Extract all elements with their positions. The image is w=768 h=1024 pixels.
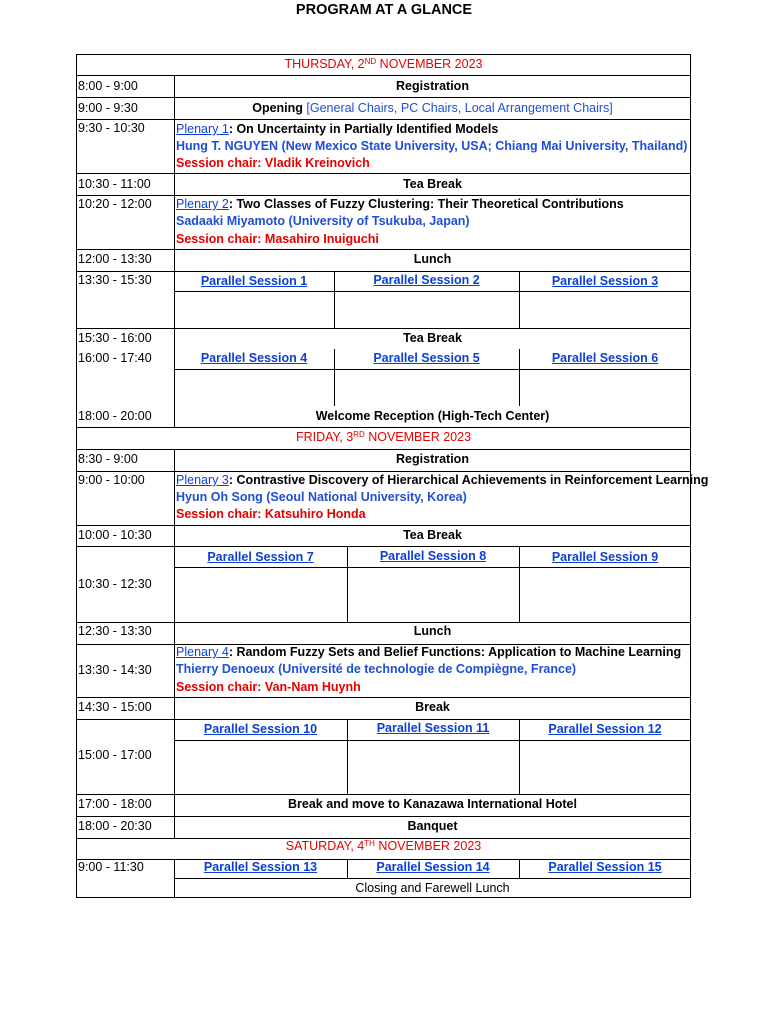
time-slot: 9:30 - 10:30 xyxy=(78,121,145,135)
plenary-2-link[interactable]: Plenary 2 xyxy=(176,197,229,211)
time-slot: 10:00 - 10:30 xyxy=(78,528,152,542)
time-slot: 16:00 - 17:40 xyxy=(78,351,152,365)
parallel-session-14-link[interactable]: Parallel Session 14 xyxy=(376,860,490,874)
time-slot: 9:00 - 9:30 xyxy=(78,101,138,115)
parallel-session-7-link[interactable]: Parallel Session 7 xyxy=(207,550,314,564)
closing-lunch: Closing and Farewell Lunch xyxy=(355,881,510,895)
time-slot: 15:30 - 16:00 xyxy=(78,331,152,345)
time-slot: 10:30 - 12:30 xyxy=(78,577,152,591)
parallel-session-3-link[interactable]: Parallel Session 3 xyxy=(551,274,659,288)
parallel-session-6-link[interactable]: Parallel Session 6 xyxy=(551,351,659,365)
time-slot: 18:00 - 20:00 xyxy=(78,409,152,423)
lunch: Lunch xyxy=(413,252,452,266)
day-header-thursday: THURSDAY, 2ND NOVEMBER 2023 xyxy=(284,57,483,71)
plenary-1-link[interactable]: Plenary 1 xyxy=(176,122,229,136)
session-chair: Session chair: Vladik Kreinovich xyxy=(176,156,370,170)
time-slot: 12:30 - 13:30 xyxy=(78,624,152,638)
break: Break xyxy=(415,700,450,714)
session-chair: Session chair: Katsuhiro Honda xyxy=(176,507,366,521)
parallel-session-13-link[interactable]: Parallel Session 13 xyxy=(203,860,318,874)
time-slot: 8:00 - 9:00 xyxy=(78,79,138,93)
plenary-speaker: Hung T. NGUYEN (New Mexico State University, USA; Chiang Mai University, Thailand) xyxy=(176,139,688,153)
time-slot: 17:00 - 18:00 xyxy=(78,797,152,811)
welcome-reception: Welcome Reception (High-Tech Center) xyxy=(315,409,550,423)
registration-friday: Registration xyxy=(396,452,469,466)
tea-break: Tea Break xyxy=(403,528,462,542)
tea-break: Tea Break xyxy=(403,331,462,345)
time-slot: 14:30 - 15:00 xyxy=(78,700,152,714)
time-slot: 12:00 - 13:30 xyxy=(78,252,152,266)
parallel-session-12-link[interactable]: Parallel Session 12 xyxy=(548,722,662,736)
parallel-session-10-link[interactable]: Parallel Session 10 xyxy=(203,722,318,736)
parallel-session-2-link[interactable]: Parallel Session 2 xyxy=(373,273,480,287)
banquet: Banquet xyxy=(407,819,458,833)
parallel-session-9-link[interactable]: Parallel Session 9 xyxy=(551,550,659,564)
time-slot: 18:00 - 20:30 xyxy=(78,819,152,833)
session-chair: Session chair: Van-Nam Huynh xyxy=(176,680,361,694)
opening-event: Opening [General Chairs, PC Chairs, Local Arrangement Chairs] xyxy=(252,101,613,115)
time-slot: 8:30 - 9:00 xyxy=(78,452,138,466)
time-slot: 9:00 - 10:00 xyxy=(78,473,145,487)
tea-break: Tea Break xyxy=(403,177,462,191)
time-slot: 9:00 - 11:30 xyxy=(78,860,144,874)
time-slot: 10:20 - 12:00 xyxy=(78,197,152,211)
break-and-move: Break and move to Kanazawa International Hotel xyxy=(288,797,577,811)
parallel-session-4-link[interactable]: Parallel Session 4 xyxy=(200,351,308,365)
plenary-speaker: Hyun Oh Song (Seoul National University, Korea) xyxy=(176,490,467,504)
plenary-4-link[interactable]: Plenary 4 xyxy=(176,645,229,659)
day-header-friday: FRIDAY, 3RD NOVEMBER 2023 xyxy=(295,430,472,444)
time-slot: 13:30 - 14:30 xyxy=(78,663,152,677)
session-chair: Session chair: Masahiro Inuiguchi xyxy=(176,232,379,246)
day-header-saturday: SATURDAY, 4TH NOVEMBER 2023 xyxy=(285,839,482,853)
parallel-session-1-link[interactable]: Parallel Session 1 xyxy=(200,274,308,288)
registration-thursday: Registration xyxy=(396,79,469,93)
time-slot: 15:00 - 17:00 xyxy=(78,748,152,762)
page-title: PROGRAM AT A GLANCE xyxy=(295,2,473,18)
time-slot: 10:30 - 11:00 xyxy=(78,177,151,191)
plenary-3-link[interactable]: Plenary 3 xyxy=(176,473,229,487)
time-slot: 13:30 - 15:30 xyxy=(78,273,152,287)
parallel-session-5-link[interactable]: Parallel Session 5 xyxy=(373,351,480,365)
plenary-speaker: Thierry Denoeux (Université de technologie de Compiègne, France) xyxy=(176,662,577,676)
lunch: Lunch xyxy=(413,624,452,638)
parallel-session-15-link[interactable]: Parallel Session 15 xyxy=(548,860,662,874)
plenary-speaker: Sadaaki Miyamoto (University of Tsukuba, Japan) xyxy=(176,214,470,228)
parallel-session-11-link[interactable]: Parallel Session 11 xyxy=(376,721,490,735)
parallel-session-8-link[interactable]: Parallel Session 8 xyxy=(379,549,487,563)
